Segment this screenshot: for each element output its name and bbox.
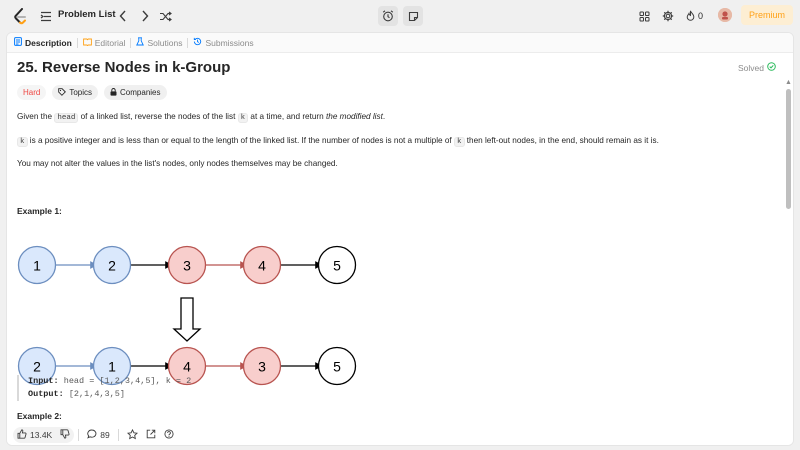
node bbox=[319, 247, 356, 284]
svg-text:2: 2 bbox=[33, 358, 41, 375]
node bbox=[244, 247, 281, 284]
tab-editorial[interactable] bbox=[83, 38, 126, 48]
star-icon bbox=[127, 429, 138, 442]
text: at a time, and return bbox=[248, 112, 326, 121]
tab-divider bbox=[187, 38, 188, 48]
tab-divider bbox=[130, 38, 131, 48]
leetcode-logo[interactable] bbox=[12, 7, 28, 25]
fire-icon bbox=[686, 10, 695, 23]
premium-button[interactable]: Premium bbox=[741, 5, 793, 25]
tab-submissions[interactable] bbox=[193, 37, 253, 48]
thumbs-down-icon bbox=[60, 429, 70, 441]
tab-label: Submissions bbox=[205, 37, 254, 48]
emphasis-text: the modified list bbox=[325, 112, 383, 121]
inline-code: k bbox=[17, 137, 28, 147]
chevron-left-icon[interactable] bbox=[116, 8, 130, 24]
tab-divider bbox=[77, 38, 78, 48]
input-value: head = [1,2,3,4,5], k = 2 bbox=[63, 376, 192, 386]
tag-row bbox=[17, 85, 167, 100]
vote-group bbox=[13, 427, 74, 443]
like-count: 13.4K bbox=[30, 430, 53, 440]
scrollbar-thumb[interactable] bbox=[786, 89, 791, 209]
svg-text:3: 3 bbox=[183, 257, 191, 274]
alarm-clock-icon[interactable] bbox=[378, 6, 398, 26]
svg-text:1: 1 bbox=[108, 358, 116, 375]
tab-label: Solutions bbox=[147, 37, 183, 48]
topics-tag[interactable] bbox=[52, 85, 98, 100]
chevron-right-icon[interactable] bbox=[138, 8, 152, 24]
top-navbar bbox=[0, 0, 800, 32]
inline-code: k bbox=[238, 113, 249, 123]
history-icon bbox=[193, 37, 202, 48]
problem-list-icon[interactable] bbox=[40, 10, 52, 22]
problem-content bbox=[7, 53, 793, 425]
text: is a positive integer and is less than or equal to the length of the linked list. If the number of nodes is not a multiple of bbox=[27, 136, 454, 145]
panel-tabs bbox=[7, 33, 793, 53]
example-1-io bbox=[17, 375, 357, 401]
example-input-line bbox=[28, 375, 357, 388]
dislike-button[interactable] bbox=[56, 427, 74, 443]
share-icon bbox=[146, 429, 156, 441]
comment-count: 89 bbox=[100, 430, 110, 440]
question-circle-icon bbox=[164, 429, 174, 441]
description-paragraph-3: You may not alter the values in the list's nodes, only nodes themselves may be changed. bbox=[17, 159, 338, 168]
flask-icon bbox=[136, 37, 144, 48]
companies-label: Companies bbox=[120, 88, 161, 97]
output-value: [2,1,4,3,5] bbox=[68, 389, 125, 399]
svg-text:5: 5 bbox=[333, 358, 341, 375]
tag-icon bbox=[58, 88, 66, 98]
layout-grid-icon[interactable] bbox=[636, 8, 652, 24]
svg-text:4: 4 bbox=[258, 257, 266, 274]
footer-divider bbox=[78, 429, 79, 441]
tab-description[interactable] bbox=[14, 37, 72, 48]
book-icon bbox=[83, 38, 92, 48]
topics-label: Topics bbox=[69, 88, 93, 97]
node bbox=[169, 247, 206, 284]
description-paragraph-1 bbox=[17, 112, 385, 122]
text: then left-out nodes, in the end, should remain as it is. bbox=[464, 136, 659, 145]
inline-code: head bbox=[54, 113, 78, 123]
example-1-heading: Example 1: bbox=[17, 206, 62, 216]
output-label: Output: bbox=[28, 389, 64, 399]
tab-solutions[interactable] bbox=[136, 37, 182, 48]
down-arrow-icon bbox=[174, 298, 200, 341]
thumbs-up-icon bbox=[17, 429, 27, 441]
problem-list-link[interactable]: Problem List bbox=[58, 9, 116, 20]
gear-icon[interactable] bbox=[660, 8, 676, 24]
inline-code: k bbox=[454, 137, 465, 147]
tab-label: Editorial bbox=[94, 37, 126, 48]
footer-divider bbox=[118, 429, 119, 441]
text: . bbox=[382, 112, 386, 121]
example-output-line bbox=[28, 388, 357, 401]
svg-text:1: 1 bbox=[33, 257, 41, 274]
lock-icon bbox=[110, 88, 117, 98]
streak-counter[interactable] bbox=[686, 8, 703, 24]
shuffle-icon[interactable] bbox=[157, 8, 173, 24]
node bbox=[94, 247, 131, 284]
comment-icon bbox=[87, 429, 97, 441]
share-button[interactable] bbox=[142, 427, 160, 443]
companies-tag[interactable] bbox=[104, 85, 166, 100]
help-button[interactable] bbox=[160, 427, 178, 443]
scroll-up-arrow[interactable]: ▲ bbox=[785, 79, 792, 86]
favorite-button[interactable] bbox=[123, 427, 142, 443]
svg-text:2: 2 bbox=[108, 257, 116, 274]
panel-footer bbox=[7, 423, 793, 446]
description-icon bbox=[14, 37, 22, 48]
svg-text:3: 3 bbox=[258, 358, 266, 375]
check-circle-icon bbox=[767, 62, 776, 73]
input-label: Input: bbox=[28, 376, 59, 386]
text: Given the bbox=[17, 112, 55, 121]
description-paragraph-2 bbox=[17, 136, 659, 146]
solved-status bbox=[738, 62, 776, 73]
svg-text:5: 5 bbox=[333, 257, 341, 274]
text: of a linked list, reverse the nodes of the list bbox=[78, 112, 238, 121]
difficulty-badge[interactable]: Hard bbox=[17, 85, 46, 100]
avatar[interactable] bbox=[718, 8, 732, 22]
page-title: 25. Reverse Nodes in k-Group bbox=[17, 59, 231, 76]
tab-label: Description bbox=[25, 37, 72, 48]
svg-text:4: 4 bbox=[183, 358, 191, 375]
streak-count: 0 bbox=[698, 11, 704, 21]
description-panel bbox=[6, 32, 794, 446]
example-2-heading: Example 2: bbox=[17, 411, 62, 421]
solved-label: Solved bbox=[738, 62, 764, 73]
note-icon[interactable] bbox=[403, 6, 423, 26]
comments-button[interactable] bbox=[83, 427, 113, 443]
like-button[interactable] bbox=[13, 427, 56, 443]
node bbox=[19, 247, 56, 284]
